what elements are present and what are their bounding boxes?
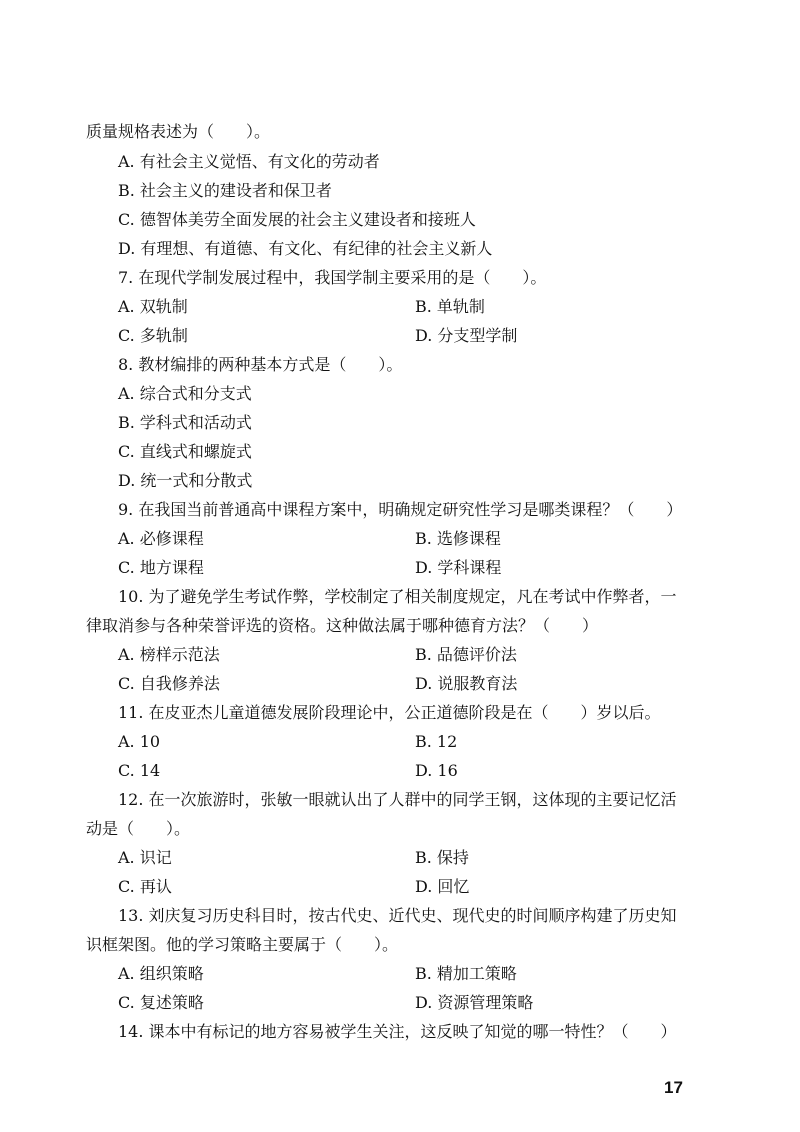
q13-stem-line2: 识框架图。他的学习策略主要属于（ ）。 <box>86 935 399 954</box>
q9-option-b: B. 选修课程 <box>415 529 501 548</box>
q13-option-d: D. 资源管理策略 <box>415 993 534 1012</box>
q8-option-d: D. 统一式和分散式 <box>118 471 253 490</box>
q13-option-b: B. 精加工策略 <box>415 964 517 983</box>
q9-option-a: A. 必修课程 <box>118 529 204 548</box>
q13-option-c: C. 复述策略 <box>118 993 204 1012</box>
q6-option-d: D. 有理想、有道德、有文化、有纪律的社会主义新人 <box>118 239 493 258</box>
q10-option-b: B. 品德评价法 <box>415 645 517 664</box>
q12-option-d: D. 回忆 <box>415 877 470 896</box>
q7-stem: 7. 在现代学制发展过程中，我国学制主要采用的是（ ）。 <box>118 268 547 287</box>
q11-option-d: D. 16 <box>415 761 458 780</box>
q13-option-a: A. 组织策略 <box>118 964 204 983</box>
q6-option-b: B. 社会主义的建设者和保卫者 <box>118 181 332 200</box>
q11-option-a: A. 10 <box>118 732 161 751</box>
q12-stem-line2: 动是（ ）。 <box>86 819 191 838</box>
q9-option-d: D. 学科课程 <box>415 558 502 577</box>
q14-stem: 14. 课本中有标记的地方容易被学生关注，这反映了知觉的哪一特性？（ ） <box>118 1022 677 1041</box>
q8-stem: 8. 教材编排的两种基本方式是（ ）。 <box>118 355 403 374</box>
q12-option-a: A. 识记 <box>118 848 172 867</box>
q6-option-a: A. 有社会主义觉悟、有文化的劳动者 <box>118 152 380 171</box>
q7-option-c: C. 多轨制 <box>118 326 188 345</box>
q12-stem-line1: 12. 在一次旅游时，张敏一眼就认出了人群中的同学王钢，这体现的主要记忆活 <box>118 790 677 809</box>
q7-option-b: B. 单轨制 <box>415 297 485 316</box>
q7-option-a: A. 双轨制 <box>118 297 188 316</box>
q8-option-c: C. 直线式和螺旋式 <box>118 442 252 461</box>
page-number: 17 <box>664 1078 683 1097</box>
q10-stem-line2: 律取消参与各种荣誉评选的资格。这种做法属于哪种德育方法？（ ） <box>86 616 599 635</box>
q11-option-b: B. 12 <box>415 732 458 751</box>
q9-option-c: C. 地方课程 <box>118 558 204 577</box>
q10-option-a: A. 榜样示范法 <box>118 645 220 664</box>
q11-stem: 11. 在皮亚杰儿童道德发展阶段理论中，公正道德阶段是在（ ）岁以后。 <box>118 703 661 722</box>
q6-option-c: C. 德智体美劳全面发展的社会主义建设者和接班人 <box>118 210 476 229</box>
q9-stem: 9. 在我国当前普通高中课程方案中，明确规定研究性学习是哪类课程？（ ） <box>118 500 683 519</box>
q8-option-b: B. 学科式和活动式 <box>118 413 252 432</box>
q12-option-b: B. 保持 <box>415 848 469 867</box>
q6-stem-tail: 质量规格表述为（ ）。 <box>86 122 271 141</box>
q7-option-d: D. 分支型学制 <box>415 326 518 345</box>
q11-option-c: C. 14 <box>118 761 161 780</box>
q13-stem-line1: 13. 刘庆复习历史科目时，按古代史、近代史、现代史的时间顺序构建了历史知 <box>118 906 677 925</box>
q10-stem-line1: 10. 为了避免学生考试作弊，学校制定了相关制度规定，凡在考试中作弊者，一 <box>118 587 677 606</box>
q8-option-a: A. 综合式和分支式 <box>118 384 252 403</box>
q10-option-c: C. 自我修养法 <box>118 674 220 693</box>
q12-option-c: C. 再认 <box>118 877 172 896</box>
q10-option-d: D. 说服教育法 <box>415 674 518 693</box>
